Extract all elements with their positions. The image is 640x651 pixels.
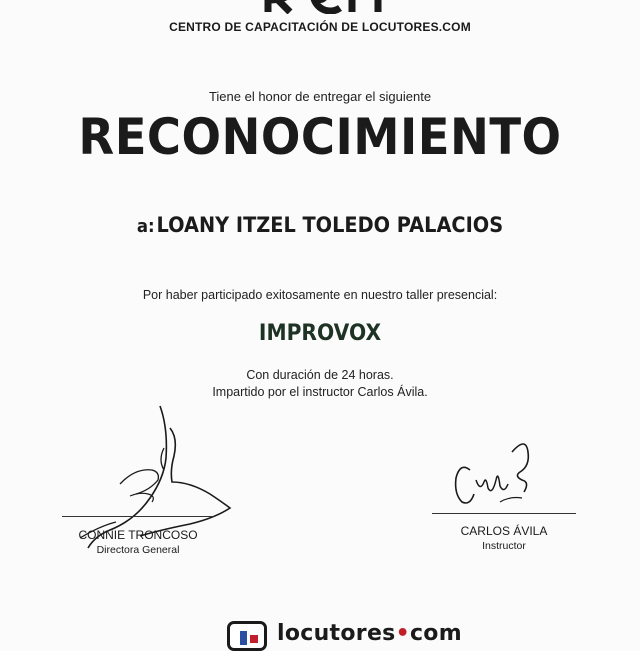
brand-dot: •: [395, 621, 410, 646]
recipient-name: LOANY ITZEL TOLEDO PALACIOS: [156, 213, 504, 237]
signature-left-image: [40, 398, 250, 568]
recipient-prefix: a:: [136, 216, 155, 237]
intro-text: Tiene el honor de entregar el siguiente: [208, 89, 432, 104]
signer-left-name: CONNIE TRONCOSO: [78, 528, 198, 542]
organization-name: CENTRO DE CAPACITACIÓN DE LOCUTORES.COM: [169, 20, 471, 34]
brand-name: locutores: [277, 621, 396, 646]
brand-suffix: com: [409, 621, 462, 646]
instructor-text: Impartido por el instructor Carlos Ávila.: [212, 385, 428, 399]
course-details: [0, 367, 640, 401]
signature-line-right: [432, 513, 576, 514]
signature-right-image: [440, 432, 550, 522]
signer-right-role: Instructor: [482, 540, 526, 552]
footer-brand-text: [277, 621, 462, 646]
signature-line-left: [62, 516, 214, 517]
signer-left-role: Directora General: [96, 544, 180, 556]
certificate-title: RECONOCIMIENTO: [78, 108, 562, 166]
course-name: IMPROVOX: [258, 321, 382, 346]
reason-text: Por haber participado exitosamente en nuestro taller presencial:: [142, 288, 498, 302]
organization-logo: [250, 0, 390, 14]
duration-text: Con duración de 24 horas.: [246, 368, 394, 382]
recipient-line: [26, 213, 615, 237]
signer-right-name: CARLOS ÁVILA: [460, 524, 548, 538]
footer-brand-logo: [227, 621, 462, 651]
brand-icon: [227, 621, 267, 651]
